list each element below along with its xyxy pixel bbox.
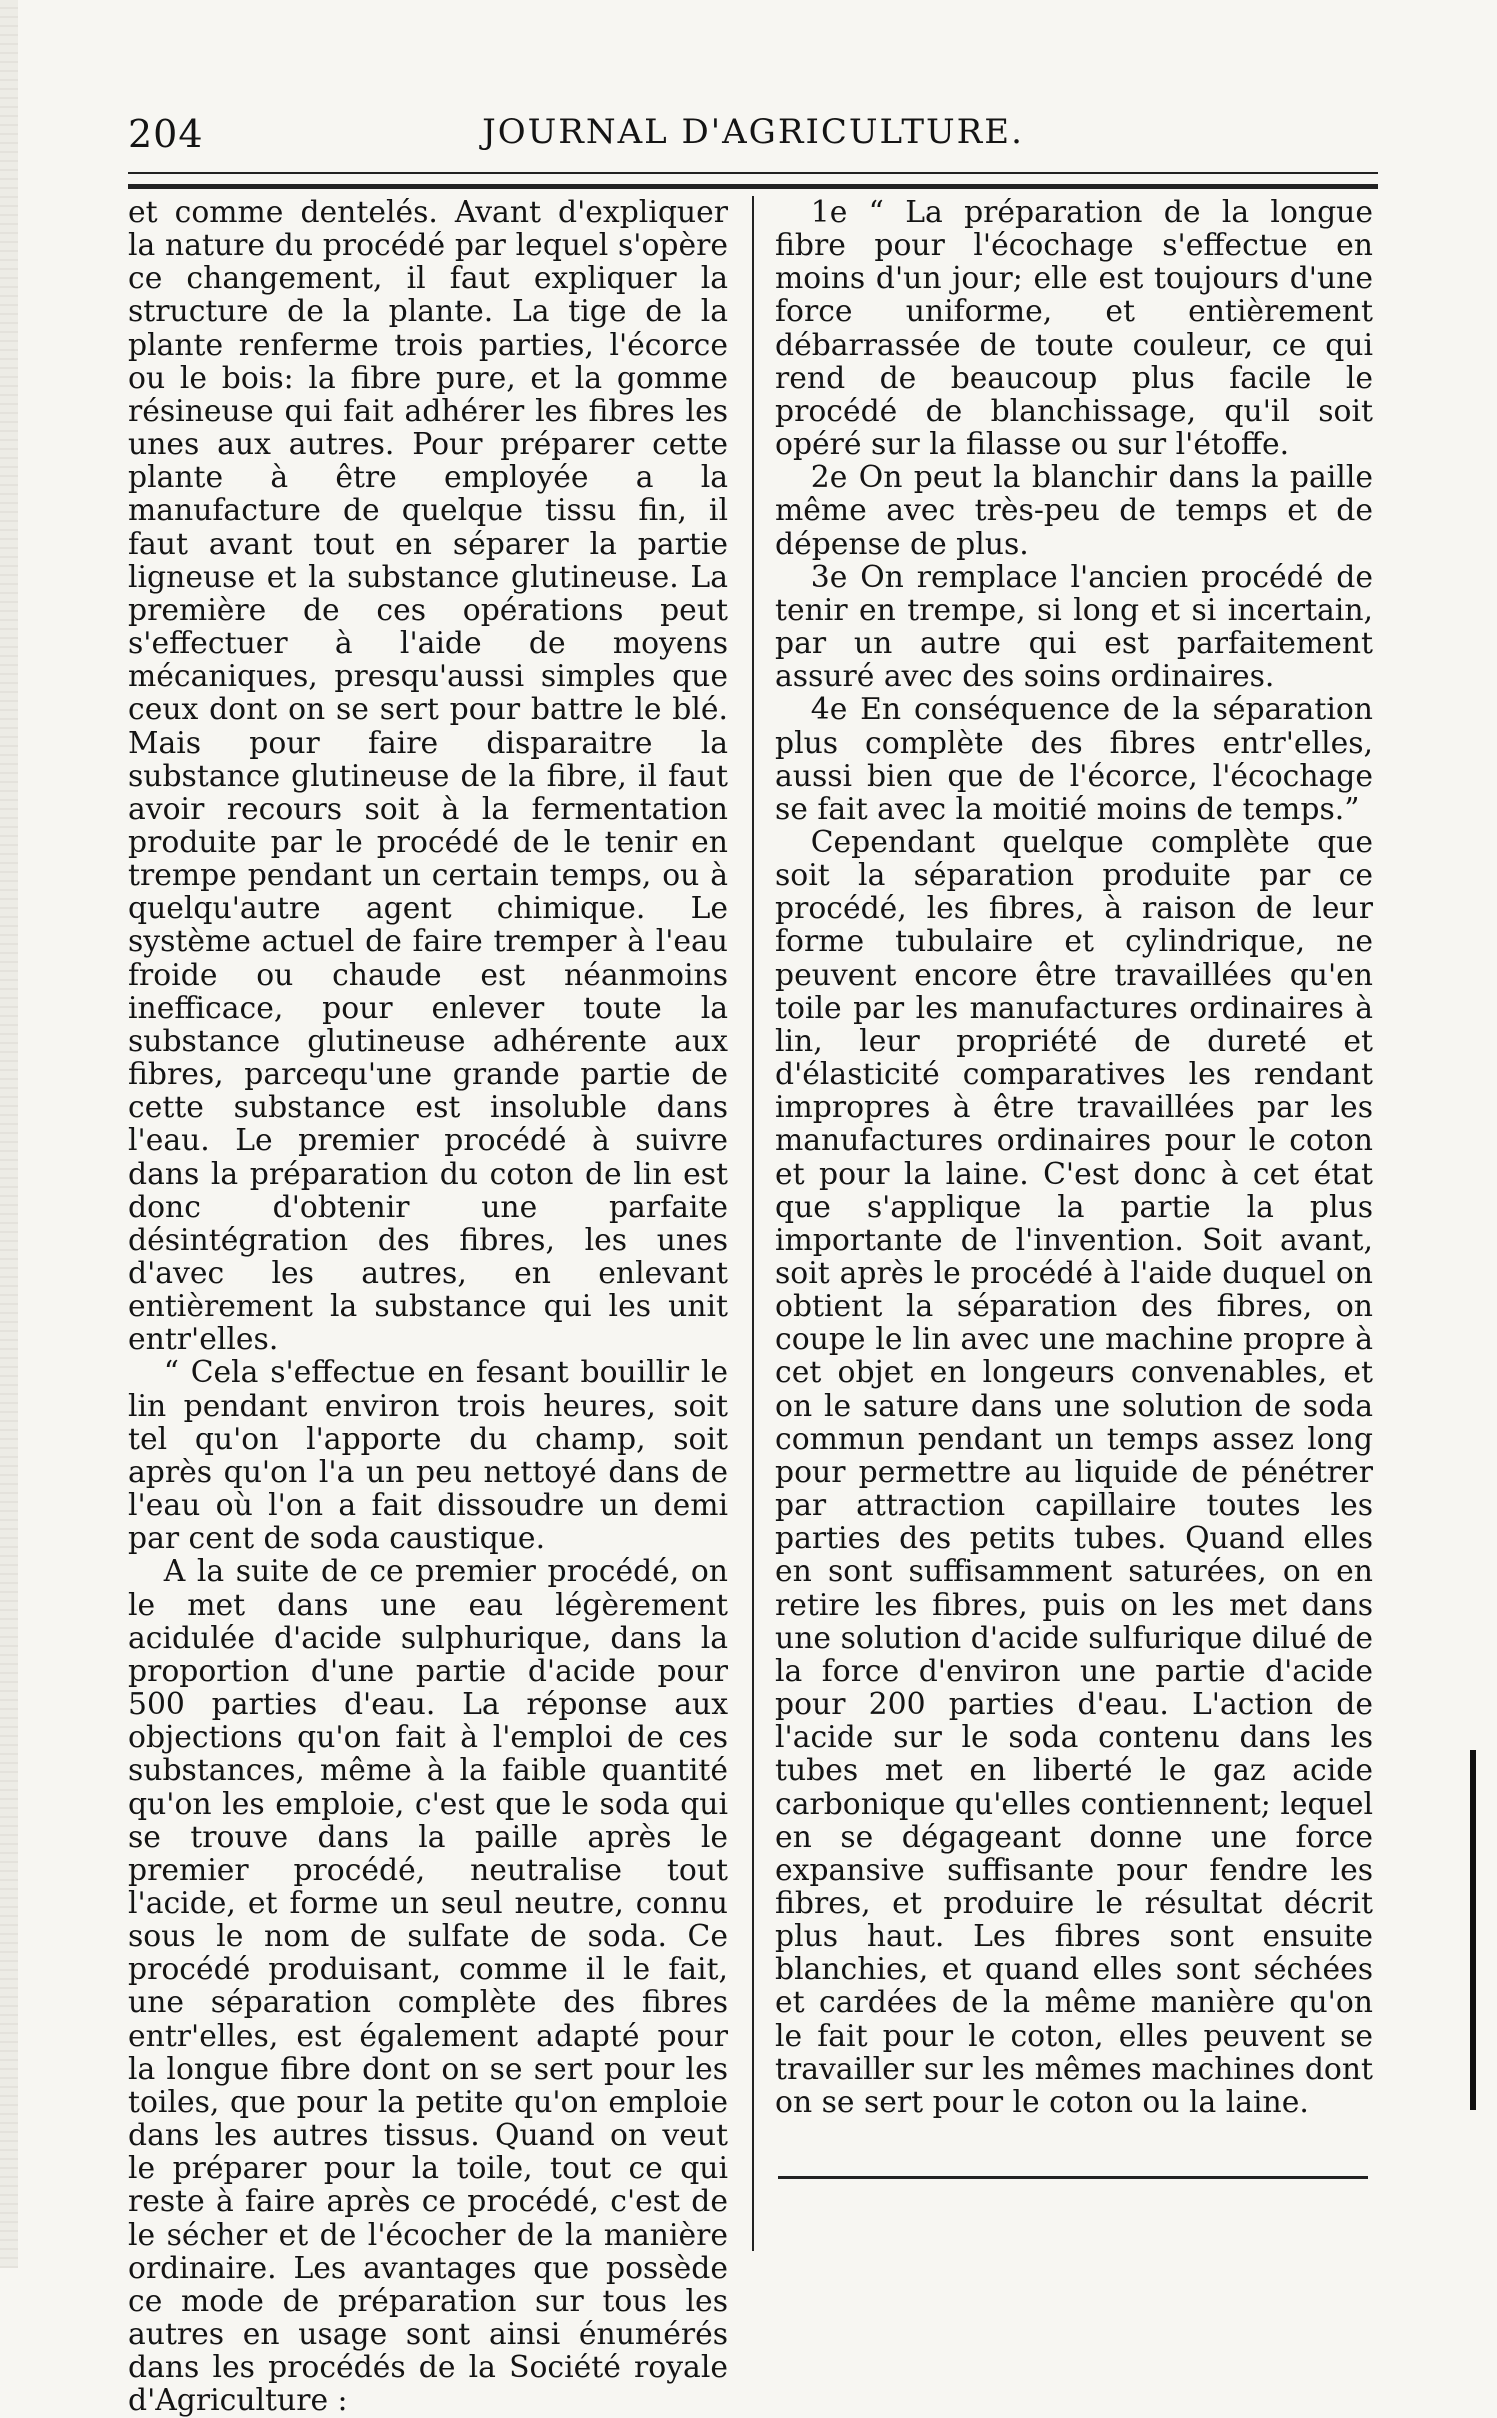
right-column (775, 196, 1373, 2119)
left-paragraph-1: et comme dentelés. Avant d'expliquer la nature du procédé par lequel s'opère ce changement, il faut expliquer la structure de la plante. La tige de la plante renferme trois parties, l'écorce ou le bois: la fibre pure, et la gomme résineuse qui fait adhérer les fibres les unes aux autres. Pour préparer cette plante à être employée a la manufacture de quelque tissu fin, il faut avant tout en séparer la partie ligneuse et la substance glutineuse. La première de ces opérations peut s'effectuer à l'aide de moyens mécaniques, presqu'aussi simples que ceux dont on se sert pour battre le blé. Mais pour faire disparaitre la substance glutineuse de la fibre, il faut avoir recours soit à la fermentation produite par le procédé de le tenir en trempe pendant un certain temps, ou à quelqu'autre agent chimique. Le système actuel de faire tremper à l'eau froide ou chaude est néanmoins inefficace, pour enlever toute la substance glutineuse adhérente aux fibres, parcequ'une grande partie de cette substance est insoluble dans l'eau. Le premier procédé à suivre dans la préparation du coton de lin est donc d'obtenir une parfaite désintégration des fibres, les unes d'avec les autres, en enlevant entièrement la substance qui les unit entr'elles. (128, 195, 728, 1358)
end-of-article-rule (778, 2176, 1368, 2179)
left-paragraph-3: A la suite de ce premier procédé, on le met dans une eau légèrement acidulée d'acide sulphurique, dans la proportion d'une partie d'acide pour 500 parties d'eau. La réponse aux objections qu'on fait à l'emploi de ces substances, même à la faible quantité qu'on les emploie, c'est que le soda qui se trouve dans la paille après le premier procédé, neutralise tout l'acide, et forme un seul neutre, connu sous le nom de sulfate de soda. Ce procédé produisant, comme il le fait, une séparation complète des fibres entr'elles, est également adapté pour la longue fibre dont on se sert pour les toiles, que pour la petite qu'on emploie dans les autres tissus. Quand on veut le préparer pour la toile, tout ce qui reste à faire après ce procédé, c'est de le sécher et de l'écocher de la manière ordinaire. Les avantages que possède ce mode de préparation sur tous les autres en usage sont ainsi énumérés dans les procédés de la Société royale d'Agriculture : (128, 1554, 728, 2418)
left-column (128, 196, 728, 2417)
column-divider (752, 196, 754, 2251)
left-paragraph-2: “ Cela s'effectue en fesant bouillir le lin pendant environ trois heures, soit tel qu'on l'apporte du champ, soit après qu'on l'a un peu nettoyé dans de l'eau où l'on a fait dissoudre un demi par cent de soda caustique. (128, 1355, 728, 1557)
page-edge-shadow (0, 0, 18, 2268)
page-header (128, 112, 1378, 162)
right-paragraph-3: 3e On remplace l'ancien procédé de tenir en trempe, si long et si incertain, par un autre qui est parfaitement assuré avec des soins ordinaires. (775, 559, 1373, 695)
right-paragraph-2: 2e On peut la blanchir dans la paille même avec très-peu de temps et de dépense de plus. (775, 460, 1373, 562)
right-paragraph-5: Cependant quelque complète que soit la séparation produite par ce procédé, les fibres, à raison de leur forme tubulaire et cylindrique, ne peuvent encore être travaillées qu'en toile par les manufactures ordinaires à lin, leur propriété de dureté et d'élasticité comparatives les rendant impropres à être travaillées par les manufactures ordinaires pour le coton et pour la laine. C'est donc à cet état que s'applique la partie la plus importante de l'invention. Soit avant, soit après le procédé à l'aide duquel on obtient la séparation des fibres, on coupe le lin avec une machine propre à cet objet en longeurs convenables, et on le sature dans une solution de soda commun pendant un temps assez long pour permettre au liquide de pénétrer par attraction capillaire toutes les parties des petits tubes. Quand elles en sont suffisamment saturées, on en retire les fibres, puis on les met dans une solution d'acide sulfurique dilué de la force d'environ une partie d'acide pour 200 parties d'eau. L'action de l'acide sur le soda contenu dans les tubes met en liberté le gaz acide carbonique qu'elles contiennent; lequel en se dégageant donne une force expansive suffisante pour fendre les fibres, et produire le résultat décrit plus haut. Les fibres sont ensuite blanchies, et quand elles sont séchées et cardées de la même manière qu'on le fait pour le coton, elles peuvent se travailler sur les mêmes machines dont on se sert pour le coton ou la laine. (775, 824, 1373, 2120)
margin-bar (1470, 1750, 1476, 2110)
header-double-rule (128, 172, 1378, 189)
right-paragraph-4: 4e En conséquence de la séparation plus complète des fibres entr'elles, aussi bien que de l'écorce, l'écochage se fait avec la moitié moins de temps.” (775, 692, 1373, 827)
right-paragraph-1: 1e “ La préparation de la longue fibre pour l'écochage s'effectue en moins d'un jour; elle est toujours d'une force uniforme, et entièrement débarrassée de toute couleur, ce qui rend de beaucoup plus facile le procédé de blanchissage, qu'il soit opéré sur la filasse ou sur l'étoffe. (775, 195, 1373, 463)
running-title: JOURNAL D'AGRICULTURE. (482, 112, 1024, 152)
page-number: 204 (128, 112, 204, 156)
